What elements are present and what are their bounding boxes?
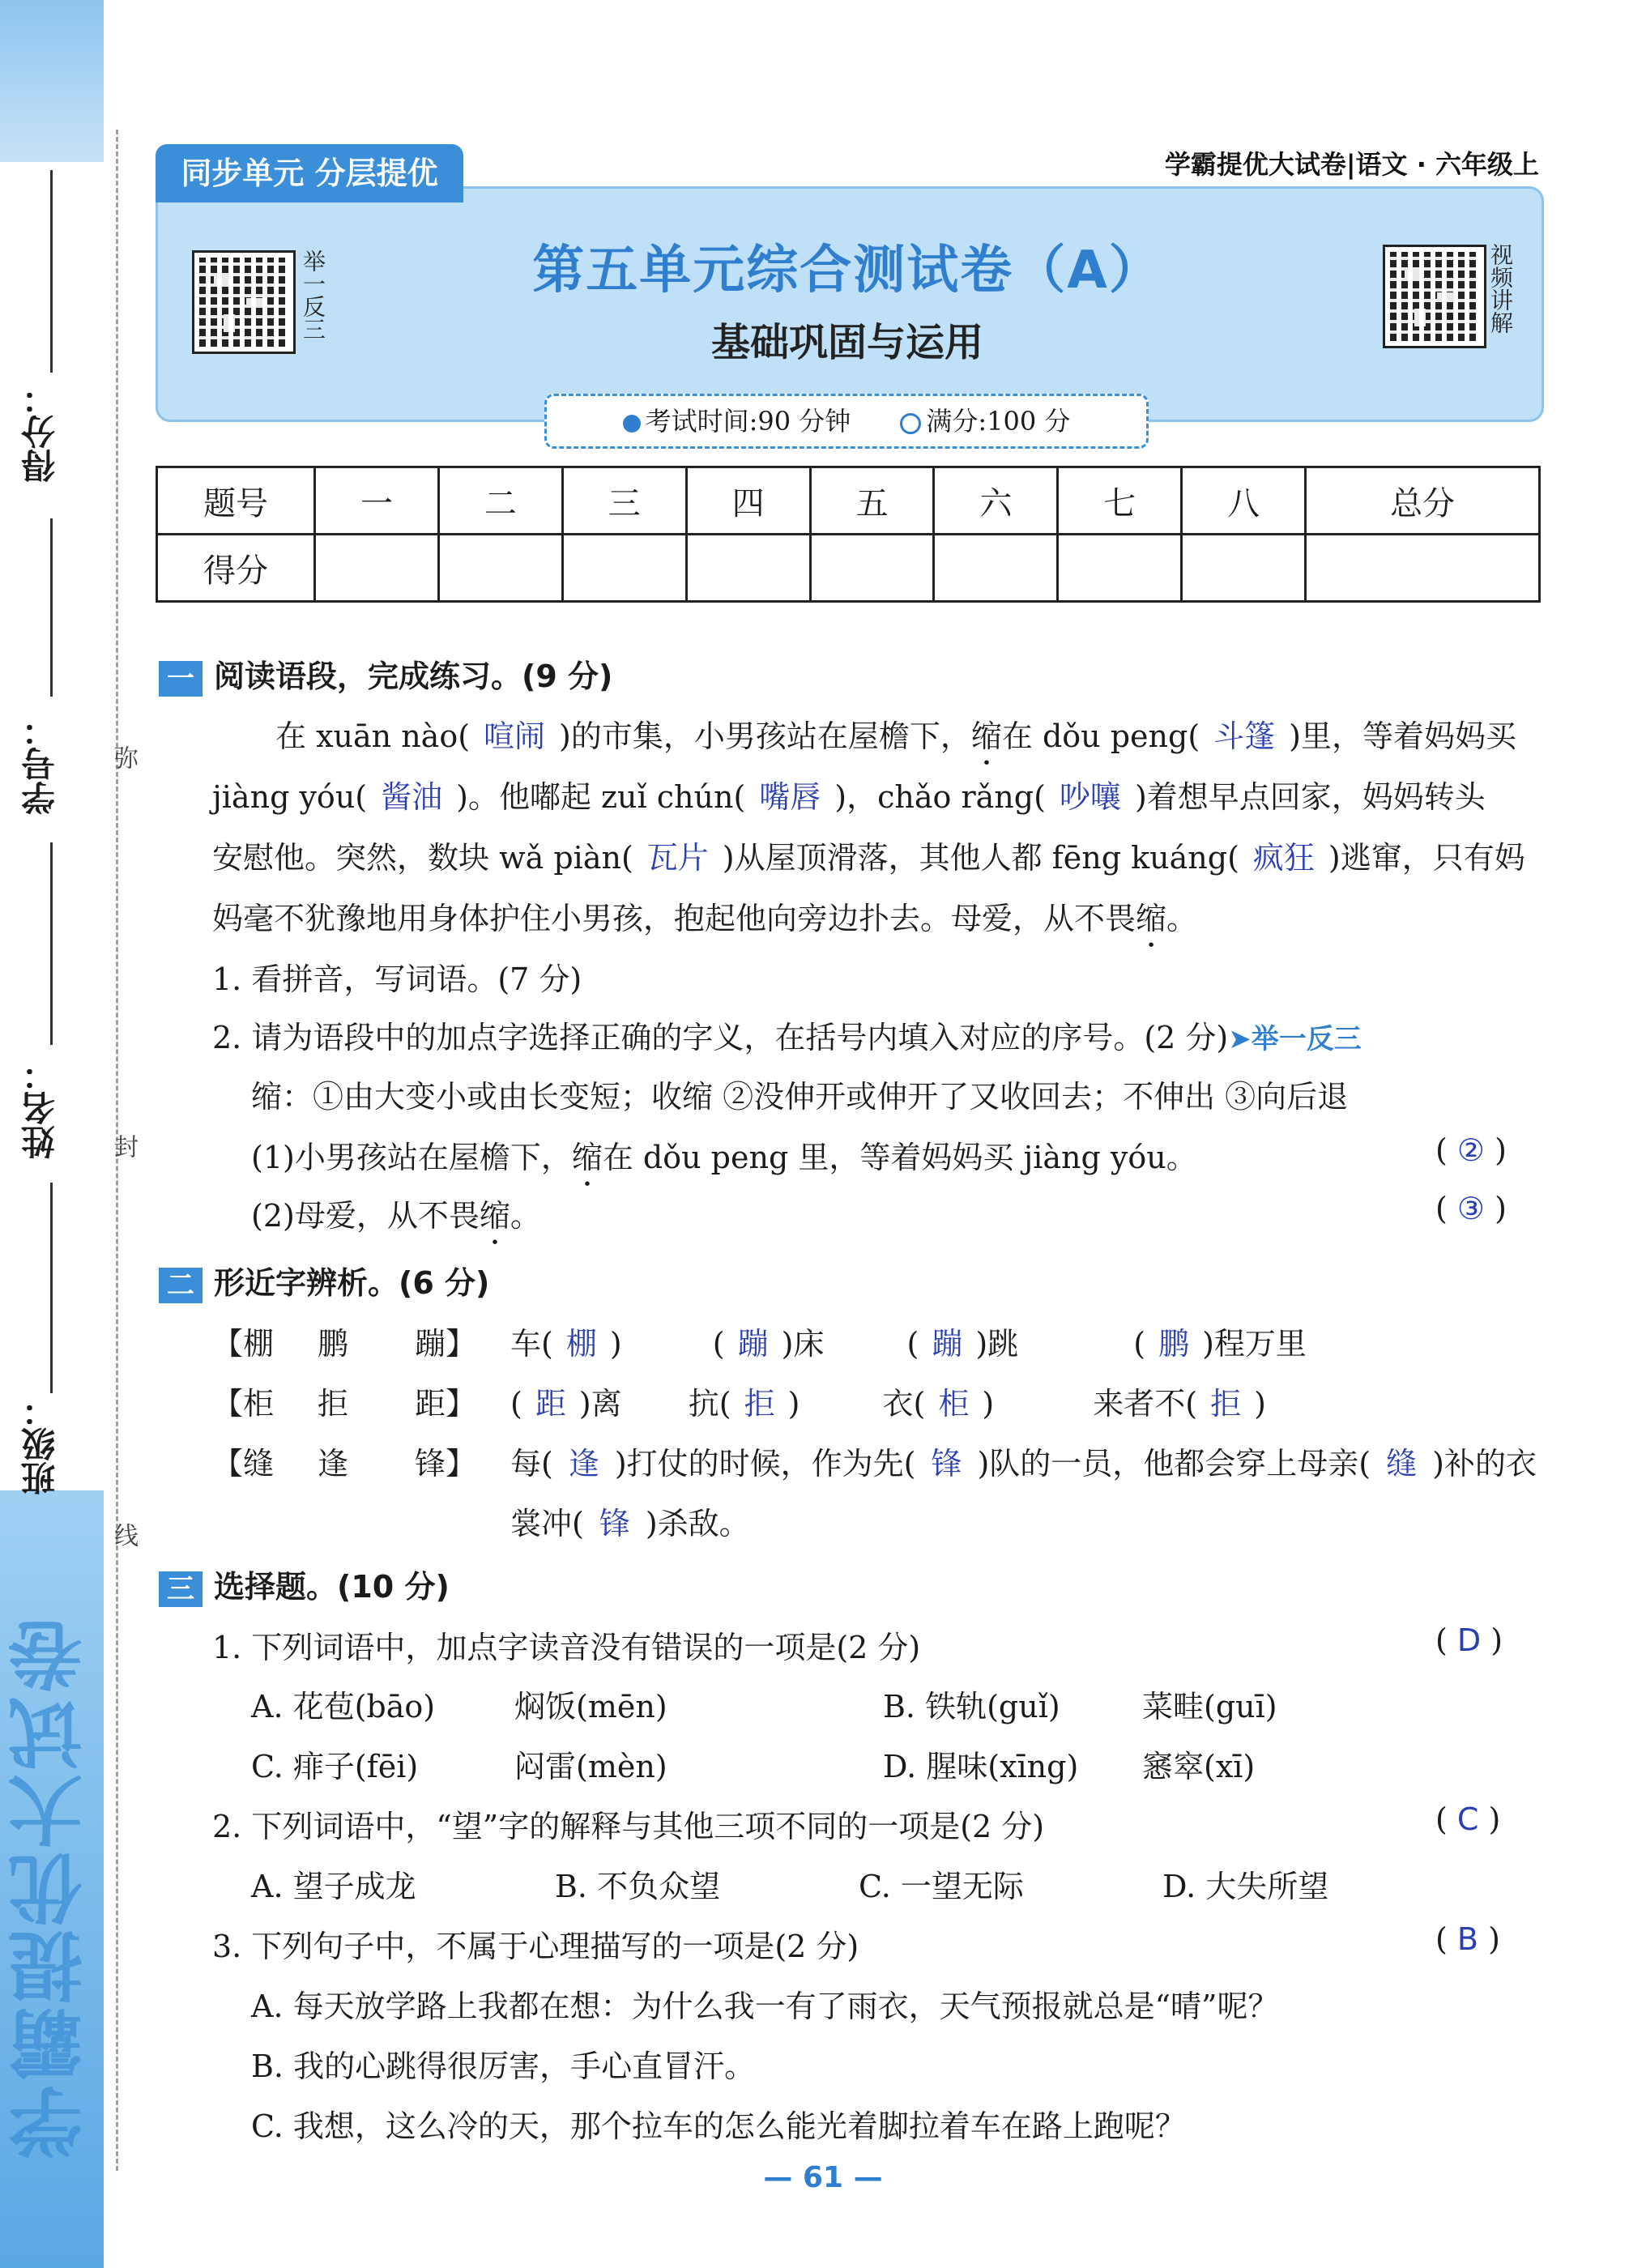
answer: D bbox=[1456, 1622, 1482, 1658]
score-line bbox=[50, 170, 53, 373]
score-input-cell[interactable] bbox=[1058, 535, 1182, 602]
answer: 锋 bbox=[931, 1446, 962, 1481]
header-banner bbox=[156, 186, 1544, 422]
table-cell: 题号 bbox=[157, 467, 315, 535]
text: 妈毫不犹豫地用身体护住小男孩，抱起他向旁边扑去。母爱，从不畏 bbox=[212, 901, 1136, 936]
table-cell: 八 bbox=[1182, 467, 1306, 535]
answer: 疯狂 bbox=[1252, 840, 1315, 876]
text: ) bbox=[982, 1386, 995, 1422]
row-3-items bbox=[510, 1439, 1537, 1483]
qr-right-tag: 视频讲解 bbox=[1487, 243, 1514, 334]
answer: 蹦 bbox=[737, 1326, 769, 1362]
series-title: 学霸提优大试卷|语文 · 六年级上 bbox=[1164, 149, 1539, 180]
answer: 逢 bbox=[568, 1446, 599, 1481]
text: 安慰他。突然，数块 wǎ piàn( bbox=[212, 840, 633, 876]
char: 逢 bbox=[318, 1446, 349, 1481]
page-subtitle: 基础巩固与运用 bbox=[710, 320, 983, 365]
answer: 斗篷 bbox=[1213, 718, 1276, 754]
row-1-items bbox=[510, 1319, 1307, 1363]
text: )打仗的时候，作为先( bbox=[614, 1446, 916, 1481]
q3-3-answer: ( B ) bbox=[1435, 1921, 1500, 1957]
spine-title: 学霸提优大试卷 bbox=[8, 1615, 95, 2159]
score-input-cell[interactable] bbox=[438, 535, 562, 602]
group-3 bbox=[212, 1439, 496, 1483]
page-number: — 61 — bbox=[763, 2161, 883, 2194]
text: )跳 bbox=[975, 1326, 1019, 1362]
answer: 拒 bbox=[1210, 1386, 1242, 1422]
text: )杀敌。 bbox=[645, 1506, 750, 1541]
drill-tag[interactable]: ➤举一反三 bbox=[1228, 1023, 1362, 1055]
answer: 锋 bbox=[599, 1506, 630, 1541]
char: 【棚 bbox=[212, 1326, 275, 1362]
passage-line-1 bbox=[275, 711, 1516, 772]
name-line bbox=[50, 842, 53, 1045]
text: 裳冲( bbox=[510, 1506, 584, 1541]
answer: 棚 bbox=[565, 1326, 597, 1362]
passage-line-4 bbox=[212, 893, 1197, 954]
option[interactable]: 焖饭(mēn) bbox=[514, 1689, 667, 1724]
text: )程万里 bbox=[1202, 1326, 1307, 1362]
section-badge: 三 bbox=[159, 1571, 203, 1607]
question-1-1: 1. 看拼音，写词语。(7 分) bbox=[212, 961, 582, 997]
char: 【柜 bbox=[212, 1386, 275, 1422]
q3-1-options-row-2 bbox=[251, 1742, 1255, 1786]
option[interactable]: A. 望子成龙 bbox=[251, 1869, 416, 1904]
score-input-cell[interactable] bbox=[562, 535, 686, 602]
score-input-cell[interactable] bbox=[686, 535, 810, 602]
q3-2-answer: ( C ) bbox=[1435, 1801, 1501, 1837]
char: 鹏 bbox=[318, 1326, 349, 1362]
char: 距】 bbox=[415, 1386, 477, 1422]
answer: 酱油 bbox=[381, 779, 443, 815]
option[interactable]: 窸窣(xī) bbox=[1142, 1749, 1256, 1784]
dotted-char: 缩 bbox=[1136, 901, 1167, 936]
section-1-header bbox=[159, 651, 612, 697]
answer: 蹦 bbox=[932, 1326, 963, 1362]
row-2-items bbox=[510, 1379, 1266, 1423]
answer: B bbox=[1456, 1921, 1478, 1957]
text: jiàng yóu( bbox=[212, 779, 368, 815]
score-table bbox=[156, 466, 1541, 603]
passage-line-2 bbox=[212, 772, 1486, 816]
text: )逃窜，只有妈 bbox=[1328, 840, 1525, 876]
option[interactable]: 菜畦(guī) bbox=[1142, 1689, 1277, 1724]
group-2 bbox=[212, 1379, 496, 1423]
text: )里，等着妈妈买 bbox=[1289, 718, 1516, 754]
answer: ② bbox=[1456, 1132, 1485, 1168]
exam-info bbox=[544, 394, 1149, 449]
section-title: 阅读语段，完成练习。(9 分) bbox=[214, 659, 613, 694]
text: ( bbox=[510, 1386, 522, 1422]
question-3-2: 2. 下列词语中，“望”字的解释与其他三项不同的一项是(2 分) bbox=[212, 1809, 1045, 1844]
text: 在 xuān nào( bbox=[275, 718, 471, 754]
text: )离 bbox=[578, 1386, 622, 1422]
score-input-cell[interactable] bbox=[934, 535, 1058, 602]
answer: 鹏 bbox=[1158, 1326, 1190, 1362]
answer: 吵嚷 bbox=[1059, 779, 1121, 815]
section-2-header bbox=[159, 1258, 489, 1303]
class-line bbox=[50, 1183, 53, 1393]
text: 每( bbox=[510, 1446, 553, 1481]
q2-sub-2-answer: ( ③ ) bbox=[1435, 1191, 1507, 1226]
table-cell: 六 bbox=[934, 467, 1058, 535]
text: ) bbox=[787, 1386, 800, 1422]
q3-3-option-b[interactable]: B. 我的心跳得很厉害，手心直冒汗。 bbox=[251, 2048, 756, 2084]
section-badge: 一 bbox=[159, 661, 203, 697]
q3-3-option-a[interactable]: A. 每天放学路上我都在想：为什么我一有了雨衣，天气预报就总是“晴”呢？ bbox=[251, 1989, 1279, 2024]
dotted-char: 缩 bbox=[479, 1198, 510, 1234]
meanings: 缩：①由大变小或由长变短；收缩 ②没伸开或伸开了又收回去；不伸出 ③向后退 bbox=[251, 1079, 1349, 1115]
text: ( bbox=[906, 1326, 919, 1362]
score-input-cell[interactable] bbox=[315, 535, 439, 602]
answer: 缝 bbox=[1386, 1446, 1418, 1481]
answer: 嘴唇 bbox=[759, 779, 821, 815]
text: ) bbox=[609, 1326, 622, 1362]
number-line bbox=[50, 518, 53, 697]
group-1 bbox=[212, 1319, 496, 1363]
page-title: 第五单元综合测试卷（A） bbox=[532, 241, 1162, 301]
char: 拒 bbox=[318, 1386, 349, 1422]
score-table-header-row bbox=[157, 467, 1540, 535]
char: 锋】 bbox=[415, 1446, 477, 1481]
q3-1-answer: ( D ) bbox=[1435, 1622, 1503, 1658]
passage-line-3 bbox=[212, 833, 1525, 877]
text: 车( bbox=[510, 1326, 553, 1362]
exam-time: 考试时间:90 分钟 bbox=[645, 406, 851, 437]
table-cell: 总分 bbox=[1306, 467, 1540, 535]
option[interactable]: C. 一望无际 bbox=[859, 1869, 1024, 1904]
field-score-label: 得分： bbox=[20, 381, 60, 483]
score-table-score-row bbox=[157, 535, 1540, 602]
table-cell: 二 bbox=[438, 467, 562, 535]
q2-sub-1-answer: ( ② ) bbox=[1435, 1132, 1507, 1168]
check-icon bbox=[900, 413, 921, 434]
section-3-header bbox=[159, 1562, 450, 1607]
field-class-label: 班级： bbox=[20, 1393, 60, 1495]
field-number-label: 学号： bbox=[20, 713, 60, 815]
question-3-3: 3. 下列句子中，不属于心理描写的一项是(2 分) bbox=[212, 1929, 859, 1964]
q2-sub-1 bbox=[251, 1132, 1197, 1193]
option[interactable]: D. 腥味(xīng) bbox=[883, 1749, 1079, 1784]
cut-mark-1: 弥 bbox=[109, 745, 138, 770]
q3-3-option-c[interactable]: C. 我想，这么冷的天，那个拉车的怎么能光着脚拉着车在路上跑呢？ bbox=[251, 2108, 1186, 2144]
score-input-cell[interactable] bbox=[810, 535, 934, 602]
full-score: 满分:100 分 bbox=[926, 406, 1071, 437]
text: )，chǎo rǎng( bbox=[834, 779, 1046, 815]
text: 。 bbox=[510, 1198, 541, 1234]
answer: ③ bbox=[1456, 1191, 1485, 1226]
question-text: 2. 请为语段中的加点字选择正确的字义，在括号内填入对应的序号。(2 分) bbox=[212, 1020, 1229, 1055]
char: 蹦】 bbox=[415, 1326, 477, 1362]
table-cell: 五 bbox=[810, 467, 934, 535]
text: (1)小男孩站在屋檐下， bbox=[251, 1140, 572, 1175]
question-3-1: 1. 下列词语中，加点字读音没有错误的一项是(2 分) bbox=[212, 1630, 921, 1665]
text: ( bbox=[712, 1326, 725, 1362]
header-tab: 同步单元 分层提优 bbox=[156, 144, 463, 202]
text: ) bbox=[1254, 1386, 1266, 1422]
table-cell: 七 bbox=[1058, 467, 1182, 535]
text: 。 bbox=[1166, 901, 1198, 936]
text: 衣( bbox=[882, 1386, 926, 1422]
text: )的市集，小男孩站在屋檐下， bbox=[559, 718, 971, 754]
text: 抗( bbox=[688, 1386, 731, 1422]
row-3-items-cont bbox=[510, 1498, 750, 1543]
dotted-char: 缩 bbox=[970, 718, 1002, 754]
text: (2)母爱，从不畏 bbox=[251, 1198, 480, 1234]
score-input-cell[interactable] bbox=[1306, 535, 1540, 602]
qr-left-tag: 举一反三 bbox=[300, 249, 326, 340]
cut-mark-3: 线 bbox=[109, 1523, 138, 1547]
text: )队的一员，他都会穿上母亲( bbox=[977, 1446, 1371, 1481]
answer: C bbox=[1456, 1801, 1479, 1837]
option[interactable]: A. 花苞(bāo) bbox=[251, 1689, 436, 1724]
char: 【缝 bbox=[212, 1446, 275, 1481]
text: )。他嘟起 zuǐ chún( bbox=[456, 779, 746, 815]
q3-2-options bbox=[251, 1861, 1328, 1906]
question-1-2 bbox=[212, 1013, 1362, 1057]
table-cell: 三 bbox=[562, 467, 686, 535]
option[interactable]: B. 不负众望 bbox=[555, 1869, 721, 1904]
binding-strip-top bbox=[0, 0, 104, 162]
answer: 瓦片 bbox=[646, 840, 709, 876]
table-cell: 得分 bbox=[157, 535, 315, 602]
q2-sub-2 bbox=[251, 1191, 541, 1251]
section-title: 选择题。(10 分) bbox=[214, 1569, 450, 1605]
answer: 喧闹 bbox=[484, 718, 546, 754]
q3-1-options-row-1 bbox=[251, 1682, 1277, 1726]
text: 来者不( bbox=[1093, 1386, 1198, 1422]
dotted-char: 缩 bbox=[571, 1140, 603, 1175]
cut-mark-2: 封 bbox=[109, 1134, 138, 1158]
text: 在 dǒu peng( bbox=[1001, 718, 1200, 754]
answer: 拒 bbox=[744, 1386, 775, 1422]
option[interactable]: C. 痱子(fēi) bbox=[251, 1749, 419, 1784]
text: )从屋顶滑落，其他人都 fēng kuáng( bbox=[722, 840, 1239, 876]
option[interactable]: D. 大失所望 bbox=[1162, 1869, 1329, 1904]
section-title: 形近字辨析。(6 分) bbox=[214, 1265, 490, 1301]
score-input-cell[interactable] bbox=[1182, 535, 1306, 602]
option[interactable]: B. 铁轨(guǐ) bbox=[883, 1689, 1060, 1724]
field-name-label: 姓名： bbox=[20, 1057, 60, 1159]
answer: 距 bbox=[535, 1386, 566, 1422]
text: )着想早点回家，妈妈转头 bbox=[1134, 779, 1486, 815]
option[interactable]: 闷雷(mèn) bbox=[514, 1749, 667, 1784]
table-cell: 四 bbox=[686, 467, 810, 535]
text: 在 dǒu peng 里，等着妈妈买 jiàng yóu。 bbox=[602, 1140, 1197, 1175]
text: )床 bbox=[781, 1326, 825, 1362]
text: ( bbox=[1133, 1326, 1146, 1362]
clock-icon bbox=[623, 415, 641, 433]
text: )补的衣 bbox=[1432, 1446, 1537, 1481]
section-badge: 二 bbox=[159, 1268, 203, 1303]
table-cell: 一 bbox=[315, 467, 439, 535]
answer: 柜 bbox=[938, 1386, 970, 1422]
